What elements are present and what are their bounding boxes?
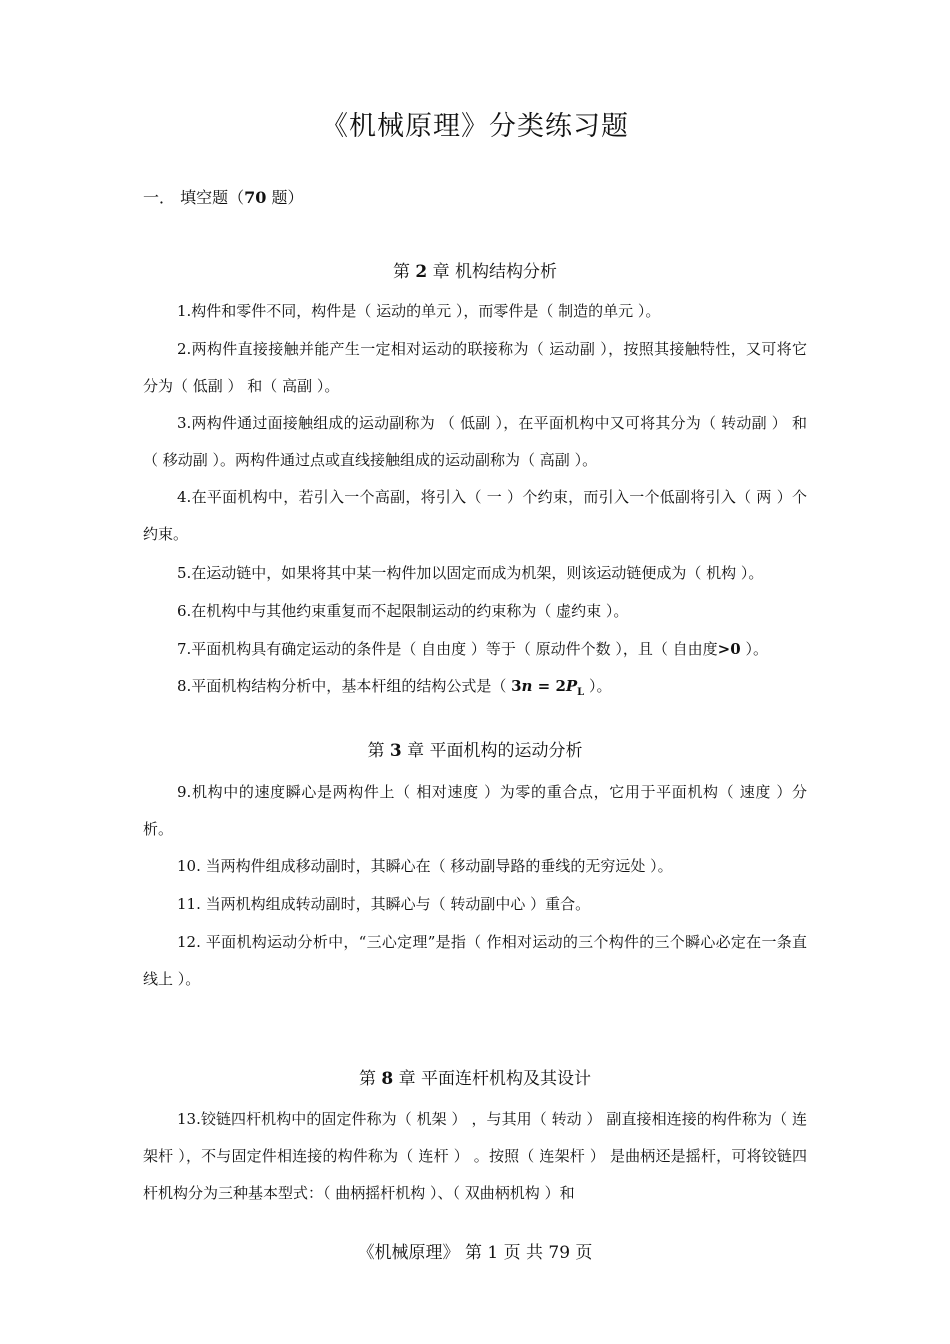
chapter-num: 2	[415, 262, 428, 282]
chapter-title: 章 平面机构的运动分析	[401, 741, 583, 761]
chapter-title: 章 机构结构分析	[427, 262, 558, 282]
formula-subscript: L	[577, 687, 585, 698]
q7-bold: >0	[717, 640, 741, 658]
formula-part: = 2	[532, 677, 566, 695]
chapter-heading	[0, 257, 950, 282]
question-2: 2.两构件直接接触并能产生一定相对运动的联接称为（ 运动副 ），按照其接触特性，又可将它分为（ 低副 ） 和（ 高副 ）。	[143, 340, 807, 395]
question-12: 12. 平面机构运动分析中，“三心定理”是指（ 作相对运动的三个构件的三个瞬心必定在一条直线上 ）。	[143, 933, 807, 988]
question-5: 5.在运动链中，如果将其中某一构件加以固定而成为机架，则该运动链便成为（ 机构 ）。	[177, 564, 764, 582]
chapter-num: 3	[389, 741, 402, 761]
formula-var-p: P	[565, 677, 578, 695]
question-8	[143, 668, 807, 711]
chapter-heading	[0, 1064, 950, 1089]
question-7	[143, 631, 807, 668]
formula-part: 3	[511, 677, 522, 695]
chapter-num: 8	[381, 1069, 394, 1089]
chapter-heading	[0, 736, 950, 761]
q8-text: 8.平面机构结构分析中，基本杆组的结构公式是（	[177, 677, 512, 695]
q8-tail: ）。	[584, 677, 612, 695]
section-heading	[143, 185, 303, 208]
q7-tail: ）。	[740, 640, 768, 658]
chapter-title: 章 平面连杆机构及其设计	[393, 1069, 592, 1089]
section-suffix: 题）	[266, 188, 304, 207]
section-prefix: 一． 填空题（	[143, 188, 245, 207]
document-title: 《机械原理》分类练习题	[321, 111, 629, 142]
formula-var-n: n	[521, 677, 533, 695]
question-1: 1.构件和零件不同，构件是（ 运动的单元 ），而零件是（ 制造的单元 ）。	[177, 302, 661, 320]
question-3: 3.两构件通过面接触组成的运动副称为 （ 低副 ），在平面机构中又可将其分为（ 转动副 ） 和（ 移动副 ）。两构件通过点或直线接触组成的运动副称为（ 高副 ）。	[143, 414, 807, 469]
q7-text: 7.平面机构具有确定运动的条件是（ 自由度 ）等于（ 原动件个数 ），且（ 自由度	[177, 640, 718, 658]
question-9: 9.机构中的速度瞬心是两构件上（ 相对速度 ）为零的重合点，它用于平面机构（ 速度 ）分析。	[143, 783, 807, 838]
section-count: 70	[244, 188, 267, 207]
question-13: 13.铰链四杆机构中的固定件称为（ 机架 ） ，与其用（ 转动 ） 副直接相连接的构件称为（ 连架杆 ），不与固定件相连接的构件称为（ 连杆 ） 。按照（ 连架杆 ） 是曲柄还是摇杆，可将铰链四杆机构分为三种基本型式：（ 曲柄摇杆机构 ）、（ 双曲柄机构 ）和	[143, 1110, 807, 1202]
chapter-pre: 第	[367, 741, 390, 761]
chapter-pre: 第	[358, 1069, 382, 1089]
question-11: 11. 当两机构组成转动副时，其瞬心与（ 转动副中心 ）重合。	[177, 895, 591, 913]
page-footer: 《机械原理》 第 1 页 共 79 页	[357, 1243, 593, 1263]
chapter-pre: 第	[392, 262, 416, 282]
question-4: 4.在平面机构中，若引入一个高副，将引入（ 一 ）个约束，而引入一个低副将引入（ 两 ）个约束。	[143, 488, 807, 543]
question-10: 10. 当两构件组成移动副时，其瞬心在（ 移动副导路的垂线的无穷远处 ）。	[177, 857, 673, 875]
question-6: 6.在机构中与其他约束重复而不起限制运动的约束称为（ 虚约束 ）。	[177, 602, 629, 620]
